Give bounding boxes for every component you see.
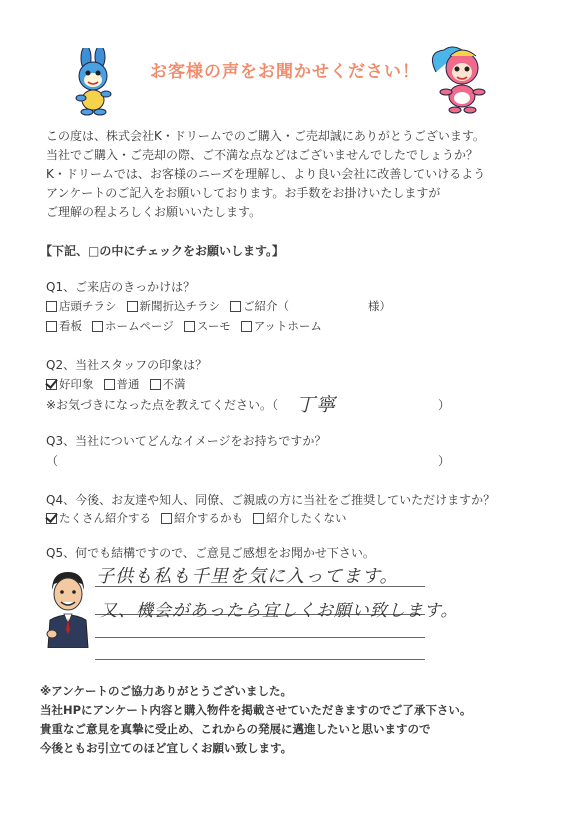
- q1-option-signboard[interactable]: 看板: [46, 318, 82, 334]
- q5-label: Q5、何でも結構ですので、ご意見ご感想をお聞かせ下さい。: [46, 546, 375, 560]
- footer-text: [40, 682, 471, 758]
- q4-label: Q4、今後、お友達や知人、同僚、ご親戚の方に当社をご推奨していただけますか？: [46, 493, 496, 507]
- checkbox[interactable]: [104, 379, 115, 390]
- checkbox[interactable]: [92, 321, 103, 332]
- checkbox[interactable]: [150, 379, 161, 390]
- q3-open-paren: （: [46, 454, 59, 468]
- q5-handwritten-line: 又、機会があったら宜しくお願い致します。: [100, 601, 459, 621]
- q1-referral-suffix: 様）: [368, 299, 391, 313]
- footer-line: 貴重なご意見を真摯に受止め、これからの発展に邁進したいと思いますので: [40, 722, 431, 736]
- q1-option-referral[interactable]: ご紹介（: [230, 298, 289, 314]
- checkbox[interactable]: [230, 301, 241, 312]
- q1-option-suumo[interactable]: スーモ: [184, 318, 231, 334]
- q1-option-homepage[interactable]: ホームページ: [92, 318, 174, 334]
- intro-text: [46, 127, 485, 222]
- q2-label: Q2、当社スタッフの印象は？: [46, 358, 208, 372]
- q4-options: [46, 510, 347, 526]
- q2-handwritten-answer: 丁寧: [296, 394, 337, 416]
- q2-option-good-impression[interactable]: 好印象: [46, 376, 94, 392]
- q2-option-dissatisfied[interactable]: 不満: [150, 376, 186, 392]
- page-title: お客様の声をお聞かせください！: [150, 62, 420, 82]
- q1-option-newspaper-insert[interactable]: 新聞折込チラシ: [127, 298, 221, 314]
- intro-line: この度は、株式会社K・ドリームでのご購入・ご売却誠にありがとうございます。: [46, 129, 485, 143]
- checkbox[interactable]: [46, 321, 57, 332]
- intro-line: アンケートのご記入をお願いしております。お手数をお掛けいたしますが: [46, 186, 441, 200]
- intro-line: 当社でご購入・ご売却の際、ご不満な点などはございませんでしたでしょうか？: [46, 148, 479, 162]
- mascot-pink-character: [424, 42, 494, 114]
- q2-option-normal[interactable]: 普通: [104, 376, 140, 392]
- checkbox[interactable]: [161, 513, 172, 524]
- checkbox-checked[interactable]: [46, 513, 57, 524]
- q3-close-paren: ）: [438, 454, 451, 468]
- q1-options-row2: [46, 318, 322, 334]
- staff-illustration: [42, 568, 94, 648]
- mascot-blue-rabbit: [66, 48, 122, 116]
- checkbox[interactable]: [253, 513, 264, 524]
- checkbox[interactable]: [241, 321, 252, 332]
- footer-line: 今後ともお引立てのほど宜しくお願い致します。: [40, 741, 293, 755]
- q4-option-recommend-a-lot[interactable]: たくさん紹介する: [46, 510, 151, 526]
- q3-label: Q3、当社についてどんなイメージをお持ちですか？: [46, 434, 327, 448]
- q1-label: Q1、ご来店のきっかけは？: [46, 280, 196, 294]
- instruction-heading: 【下記、□の中にチェックをお願いします。】: [40, 244, 285, 258]
- footer-line: ※アンケートのご協力ありがとうございました。: [40, 684, 292, 698]
- answer-line: [95, 659, 425, 660]
- q1-option-storefront-flyer[interactable]: 店頭チラシ: [46, 298, 117, 314]
- intro-line: ご理解の程よろしくお願いいたします。: [46, 205, 262, 219]
- q4-option-not-recommend[interactable]: 紹介したくない: [253, 510, 347, 526]
- q5-handwritten-line: 子供も私も千里を気に入ってます。: [96, 566, 399, 587]
- checkbox-checked[interactable]: [46, 379, 57, 390]
- q2-note: ※お気づきになった点を教えてください。（: [46, 398, 279, 412]
- footer-line: 当社HPにアンケート内容と購入物件を掲載させていただきますのでご了承下さい。: [40, 703, 472, 717]
- q2-note-close: ）: [438, 398, 451, 412]
- checkbox[interactable]: [127, 301, 138, 312]
- q1-option-athome[interactable]: アットホーム: [241, 318, 322, 334]
- intro-line: K・ドリームでは、お客様のニーズを理解し、より良い会社に改善していけるよう: [46, 167, 486, 181]
- q1-options-row1: [46, 298, 289, 314]
- checkbox[interactable]: [184, 321, 195, 332]
- q4-option-maybe-recommend[interactable]: 紹介するかも: [161, 510, 243, 526]
- q2-options: [46, 376, 186, 392]
- answer-line: [95, 637, 425, 638]
- checkbox[interactable]: [46, 301, 57, 312]
